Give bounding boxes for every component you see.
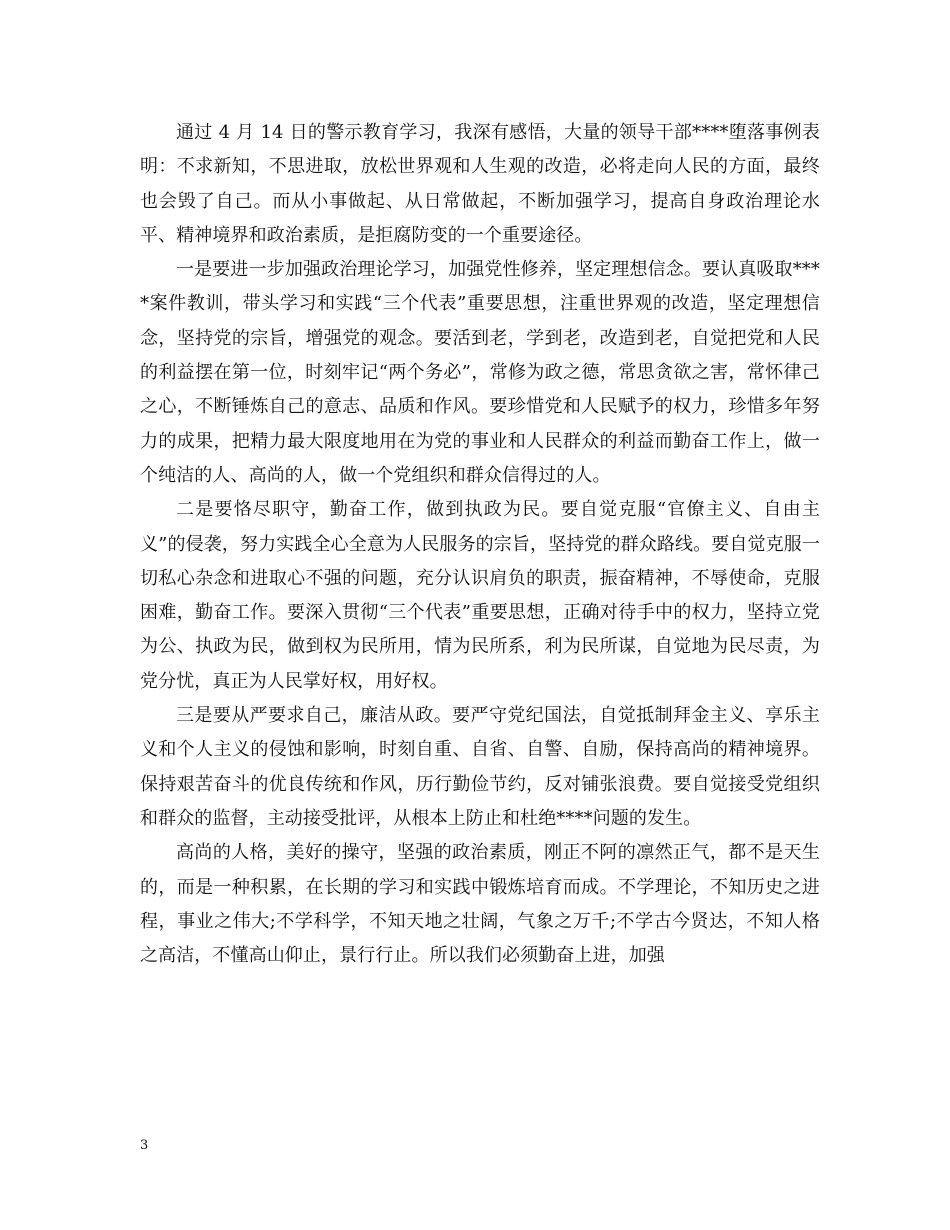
paragraph-point-three: 三是要从严要求自己，廉洁从政。要严守党纪国法，自觉抵制拜金主义、享乐主义和个人主义的侵蚀和影响，时刻自重、自省、自警、自励，保持高尚的精神境界。保持艰苦奋斗的优良传统和作风，历行勤俭节约，反对铺张浪费。要自觉接受党组织和群众的监督，主动接受批评，从根本上防止和杜绝****问题的发生。 — [140, 705, 820, 829]
paragraph-intro: 通过 4 月 14 日的警示教育学习，我深有感悟，大量的领导干部****堕落事例表明：不求新知，不思进取，放松世界观和人生观的改造，必将走向人民的方面，最终也会毁了自己。而从小事做起、从日常做起，不断加强学习，提高自身政治理论水平、精神境界和政治素质，是拒腐防变的一个重要途径。 — [140, 122, 820, 246]
paragraph-point-one: 一是要进一步加强政治理论学习，加强党性修养，坚定理想信念。要认真吸取****案件教训，带头学习和实践“三个代表”重要思想，注重世界观的改造，坚定理想信念，坚持党的宗旨，增强党的观念。要活到老，学到老，改造到老，自觉把党和人民的利益摆在第一位，时刻牢记“两个务必”，常修为政之德，常思贪欲之害，常怀律己之心，不断锤炼自己的意志、品质和作风。要珍惜党和人民赋予的权力，珍惜多年努力的成果，把精力最大限度地用在为党的事业和人民群众的利益而勤奋工作上，做一个纯洁的人、高尚的人，做一个党组织和群众信得过的人。 — [140, 259, 820, 486]
paragraph-point-two: 二是要恪尽职守，勤奋工作，做到执政为民。要自觉克服“官僚主义、自由主义”的侵袭，努力实践全心全意为人民服务的宗旨，坚持党的群众路线。要自觉克服一切私心杂念和进取心不强的问题，充分认识肩负的职责，振奋精神，不辱使命，克服困难，勤奋工作。要深入贯彻“三个代表”重要思想，正确对待手中的权力，坚持立党为公、执政为民，做到权为民所用，情为民所系，利为民所谋，自觉地为民尽责，为党分忧，真正为人民掌好权，用好权。 — [140, 499, 820, 692]
page-number: 3 — [140, 1138, 149, 1153]
document-body — [140, 116, 820, 973]
paragraph-conclusion: 高尚的人格，美好的操守，坚强的政治素质，刚正不阿的凛然正气，都不是天生的，而是一种积累，在长期的学习和实践中锻炼培育而成。不学理论，不知历史之进程，事业之伟大;不学科学，不知天地之壮阔，气象之万千;不学古今贤达，不知人格之高洁，不懂高山仰止，景行行止。所以我们必须勤奋上进，加强 — [140, 842, 820, 967]
